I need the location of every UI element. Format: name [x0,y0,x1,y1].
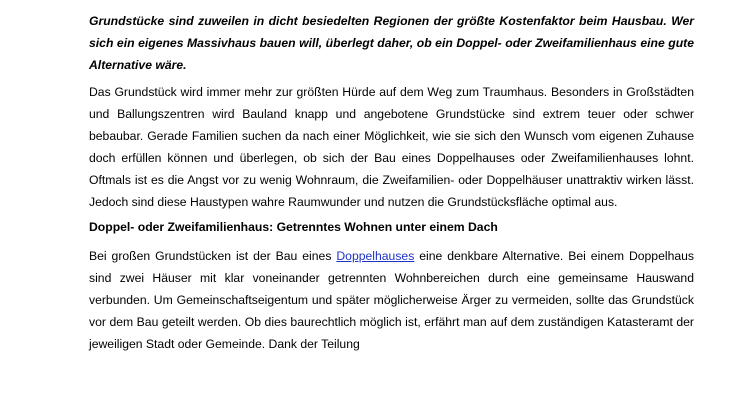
paragraph-2-text-start: Bei großen Grundstücken ist der Bau eines [89,249,337,263]
section-heading: Doppel- oder Zweifamilienhaus: Getrenntes Wohnen unter einem Dach [89,220,498,234]
intro-paragraph: Grundstücke sind zuweilen in dicht besiedelten Regionen der größte Kostenfaktor beim Hausbau. Wer sich ein eigenes Massivhaus bauen will, überlegt daher, ob ein Doppel- oder Zweifamilienhaus eine gute Alternative wäre. [89,14,694,72]
doppelhaus-link[interactable]: Doppelhauses [336,249,415,263]
paragraph-2-text-end: eine denkbare Alternative. Bei einem Doppelhaus sind zwei Häuser mit klar voneinander getrennten Wohnbereichen durch eine gemeinsame Hauswand verbunden. Um Gemeinschaftseigentum und später möglicherweise Ärger zu vermeiden, sollte das Grundstück vor dem Bau geteilt werden. Ob dies baurechtlich möglich ist, erfährt man auf dem zuständigen Katasteramt der jeweiligen Stadt oder Gemeinde. Dank der Teilung [89,249,694,351]
body-paragraph-2 [89,245,694,355]
document-page [89,10,694,355]
body-paragraph-1: Das Grundstück wird immer mehr zur größten Hürde auf dem Weg zum Traumhaus. Besonders in Großstädten und Ballungszentren wird Bauland knapp und angebotene Grundstücke sind extrem teuer oder schwer bebaubar. Gerade Familien suchen da nach einer Möglichkeit, wie sie sich den Wunsch vom eigenen Zuhause doch erfüllen können und überlegen, ob sich der Bau eines Doppelhauses oder Zweifamilienhauses lohnt. Oftmals ist es die Angst vor zu wenig Wohnraum, die Zweifamilien- oder Doppelhäuser unattraktiv wirken lässt. Jedoch sind diese Haustypen wahre Raumwunder und nutzen die Grundstücksfläche optimal aus. [89,85,694,209]
